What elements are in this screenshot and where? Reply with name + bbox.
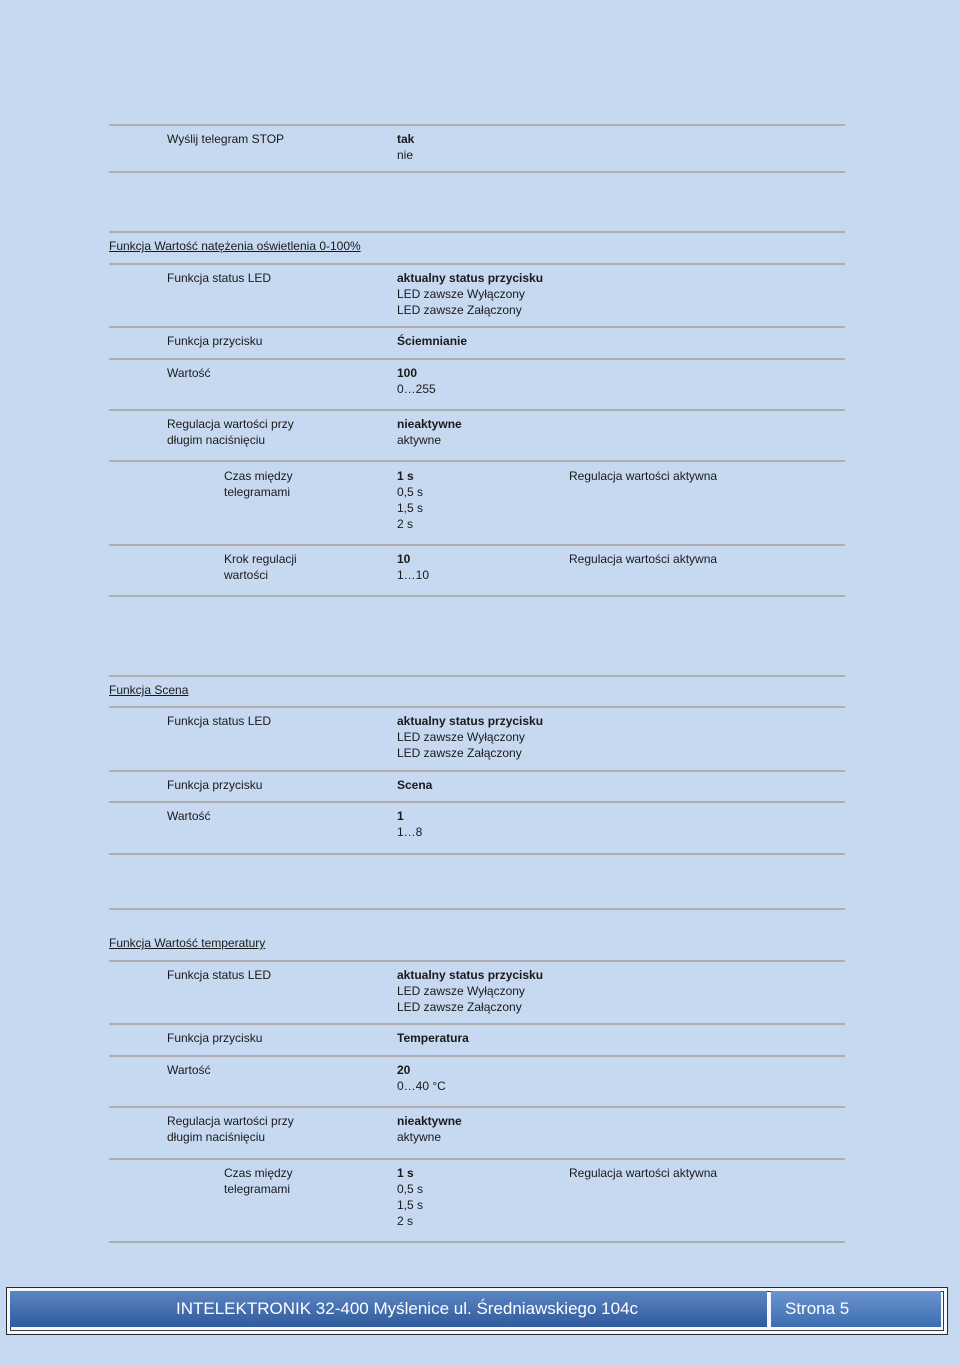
- divider: [109, 358, 845, 360]
- time-between-options: [397, 1165, 423, 1229]
- value-options: [397, 365, 436, 397]
- option: 20: [397, 1063, 411, 1077]
- led-function-label: Funkcja status LED: [167, 714, 272, 728]
- option: 1…8: [397, 825, 423, 839]
- option: LED zawsze Wyłączony: [397, 730, 525, 744]
- option: tak: [397, 132, 415, 146]
- divider: [109, 1158, 845, 1160]
- divider: [109, 853, 845, 855]
- option: aktywne: [397, 433, 442, 447]
- button-function-label: Funkcja przycisku: [167, 1031, 263, 1045]
- divider: [109, 124, 845, 126]
- option: 1,5 s: [397, 1198, 424, 1212]
- option: 1 s: [397, 469, 414, 483]
- option: LED zawsze Załączony: [397, 303, 522, 317]
- divider: [109, 1106, 845, 1108]
- regulation-label: [167, 416, 294, 448]
- divider: [109, 409, 845, 411]
- divider: [109, 1023, 845, 1025]
- button-function-label: Funkcja przycisku: [167, 334, 263, 348]
- time-note: Regulacja wartości aktywna: [569, 469, 718, 483]
- option: 1 s: [397, 1166, 414, 1180]
- section-title: Funkcja Wartość temperatury: [109, 936, 266, 950]
- stop-options: [397, 131, 414, 163]
- time-between-label: [224, 1165, 293, 1197]
- regulation-options: [397, 1113, 462, 1145]
- led-function-options: [397, 713, 543, 761]
- time-between-options: [397, 468, 423, 532]
- option: 0,5 s: [397, 1182, 424, 1196]
- option: nieaktywne: [397, 417, 462, 431]
- divider: [109, 1241, 845, 1243]
- regulation-options: [397, 416, 462, 448]
- value-label: Wartość: [167, 809, 211, 823]
- divider: [109, 171, 845, 173]
- value-label: Wartość: [167, 1063, 211, 1077]
- option: aktualny status przycisku: [397, 714, 544, 728]
- option: aktywne: [397, 1130, 442, 1144]
- step-label-line: wartości: [224, 568, 269, 582]
- option: 2 s: [397, 1214, 414, 1228]
- regulation-label-line: długim naciśnięciu: [167, 1130, 266, 1144]
- step-label: [224, 551, 297, 583]
- divider: [109, 801, 845, 803]
- option: 1,5 s: [397, 501, 424, 515]
- time-between-label: [224, 468, 293, 500]
- option: nieaktywne: [397, 1114, 462, 1128]
- section-title: Funkcja Wartość natężenia oświetlenia 0-100%: [109, 239, 361, 253]
- page-footer: [6, 1287, 948, 1335]
- divider: [109, 544, 845, 546]
- divider: [109, 706, 845, 708]
- divider: [109, 595, 845, 597]
- option: 2 s: [397, 517, 414, 531]
- divider: [109, 231, 845, 233]
- option: LED zawsze Wyłączony: [397, 287, 525, 301]
- option: LED zawsze Wyłączony: [397, 984, 525, 998]
- led-function-options: [397, 967, 543, 1015]
- divider: [109, 1055, 845, 1057]
- option: 10: [397, 552, 411, 566]
- step-label-line: Krok regulacji: [224, 552, 297, 566]
- option: LED zawsze Załączony: [397, 746, 522, 760]
- value-options: [397, 1062, 446, 1094]
- option: 1…10: [397, 568, 430, 582]
- option: aktualny status przycisku: [397, 968, 544, 982]
- divider: [109, 960, 845, 962]
- button-function-value: Temperatura: [397, 1031, 469, 1045]
- option: LED zawsze Załączony: [397, 1000, 522, 1014]
- divider: [109, 675, 845, 677]
- divider: [109, 908, 845, 910]
- divider: [109, 263, 845, 265]
- section-title: Funkcja Scena: [109, 683, 189, 697]
- button-function-value: Scena: [397, 778, 433, 792]
- led-function-label: Funkcja status LED: [167, 968, 272, 982]
- time-label-line: Czas między: [224, 469, 293, 483]
- time-label-line: Czas między: [224, 1166, 293, 1180]
- option: nie: [397, 148, 414, 162]
- regulation-label: [167, 1113, 294, 1145]
- regulation-label-line: Regulacja wartości przy: [167, 417, 294, 431]
- option: 100: [397, 366, 418, 380]
- option: 0…255: [397, 382, 436, 396]
- value-label: Wartość: [167, 366, 211, 380]
- option: 0,5 s: [397, 485, 424, 499]
- option: 0…40 °C: [397, 1079, 446, 1093]
- step-note: Regulacja wartości aktywna: [569, 552, 718, 566]
- divider: [109, 326, 845, 328]
- value-options: [397, 808, 422, 840]
- option: 1: [397, 809, 404, 823]
- regulation-label-line: długim naciśnięciu: [167, 433, 266, 447]
- option: aktualny status przycisku: [397, 271, 544, 285]
- footer-company: INTELEKTRONIK 32-400 Myślenice ul. Średniawskiego 104c: [10, 1291, 767, 1327]
- regulation-label-line: Regulacja wartości przy: [167, 1114, 294, 1128]
- divider: [109, 770, 845, 772]
- time-note: Regulacja wartości aktywna: [569, 1166, 718, 1180]
- step-options: [397, 551, 429, 583]
- led-function-label: Funkcja status LED: [167, 271, 272, 285]
- time-label-line: telegramami: [224, 1182, 291, 1196]
- button-function-value: Ściemnianie: [397, 334, 468, 348]
- led-function-options: [397, 270, 543, 318]
- stop-label: Wyślij telegram STOP: [167, 132, 285, 146]
- time-label-line: telegramami: [224, 485, 291, 499]
- button-function-label: Funkcja przycisku: [167, 778, 263, 792]
- footer-page-number: Strona 5: [771, 1291, 941, 1327]
- divider: [109, 460, 845, 462]
